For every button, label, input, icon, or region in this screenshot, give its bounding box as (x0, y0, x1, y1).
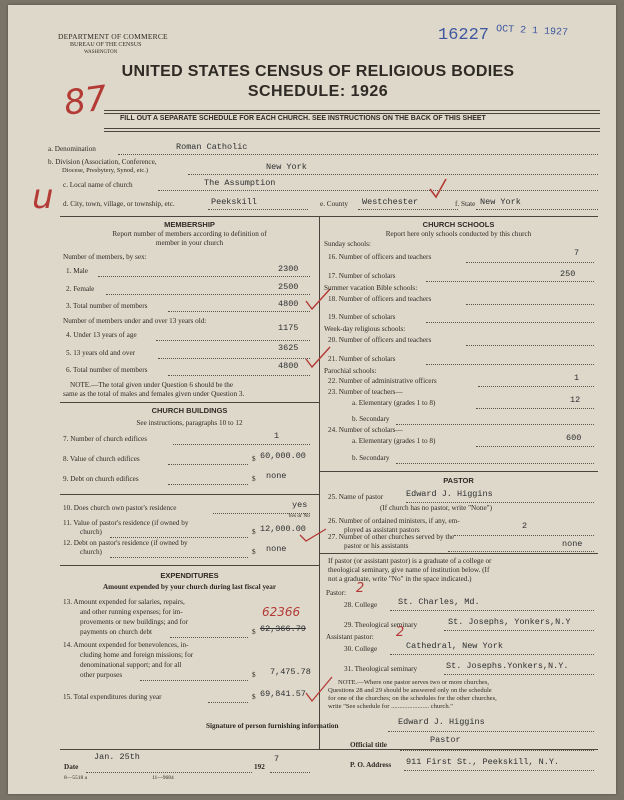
signature-label: Signature of person furnishing information (206, 722, 339, 730)
q1-label: 1. Male (66, 267, 88, 275)
pastor-note-2: Questions 28 and 29 should be answered only on the schedule (328, 687, 492, 694)
assistant-pastor-label: Assistant pastor: (326, 633, 374, 641)
local-name-value: The Assumption (204, 178, 276, 188)
pastor-note-3: for one of the churches; on the schedules for the other churches, (328, 695, 497, 702)
members-by-sex-label: Number of members, by sex: (63, 253, 147, 261)
q4-value: 1175 (278, 323, 299, 333)
q13-label: 13. Amount expended for salaries, repairs, (63, 598, 185, 606)
year-value: 7 (274, 754, 280, 764)
q7-value: 1 (274, 431, 280, 441)
denomination-value: Roman Catholic (176, 142, 248, 152)
red-check-mark (298, 525, 328, 545)
q15-value: 69,841.57 (260, 689, 306, 699)
q13-handwritten-value: 62366 (262, 605, 301, 619)
stamp-number: 16227 (438, 26, 490, 45)
dollar-sign: $ (252, 475, 256, 483)
q13-label-2: and other running expenses; for im- (80, 608, 183, 616)
schools-intro: Report here only schools conducted by this church (385, 230, 532, 238)
q10-label: 10. Does church own pastor's residence (63, 504, 177, 512)
q12-label: 12. Debt on pastor's residence (if owned by (63, 539, 188, 547)
dollar-sign: $ (252, 455, 256, 463)
q17-value: 250 (560, 269, 576, 279)
division-sublabel: Diocese, Presbytery, Synod, etc.) (62, 167, 149, 174)
q30-value: Cathedral, New York (406, 641, 503, 651)
form-code: 8—5518 a (64, 775, 88, 781)
pastor-heading: PASTOR (443, 476, 474, 485)
county-label: e. County (320, 200, 348, 208)
q14-label-4: other purposes (80, 671, 123, 679)
weekday-schools-label: Week-day religious schools: (324, 325, 406, 333)
sunday-schools-label: Sunday schools: (324, 240, 371, 248)
q20-label: 20. Number of officers and teachers (328, 336, 432, 344)
schools-heading: CHURCH SCHOOLS (422, 220, 495, 229)
q31-label: 31. Theological seminary (344, 665, 418, 673)
census-schedule-sheet (8, 5, 616, 794)
q10-value: yes (292, 500, 308, 510)
stamp-date: OCT 2 1 1927 (495, 24, 569, 39)
q17-label: 17. Number of scholars (328, 272, 396, 280)
handwritten-2: 2 (356, 581, 365, 596)
division-label: b. Division (Association, Conference, (48, 158, 157, 166)
q25-label: 25. Name of pastor (328, 493, 384, 501)
q9-label: 9. Debt on church edifices (63, 475, 139, 483)
q27-value: none (562, 539, 583, 549)
q12-label-2: church) (80, 548, 102, 556)
q31-value: St. Josephs.Yonkers,N.Y. (446, 661, 569, 671)
graduate-instructions-2: theological seminary, give name of institution below. (If (328, 566, 490, 574)
q21-label: 21. Number of scholars (328, 355, 396, 363)
q15-label: 15. Total expenditures during year (63, 693, 162, 701)
po-address-label: P. O. Address (350, 761, 392, 769)
q26-label-2: ployed as assistant pastors (344, 526, 420, 534)
graduate-instructions: If pastor (or assistant pastor) is a graduate of a college or (328, 557, 492, 565)
q23a-label: a. Elementary (grades 1 to 8) (352, 399, 436, 407)
q24-label: 24. Number of scholars— (328, 426, 403, 434)
official-title-value: Pastor (430, 735, 461, 745)
q28-label: 28. College (344, 601, 378, 609)
q14-label-3: denominational support; and for all (80, 661, 182, 669)
q14-value: 7,475.78 (270, 667, 311, 677)
division-value: New York (266, 162, 307, 172)
state-value: New York (480, 197, 521, 207)
q5-label: 5. 13 years old and over (66, 349, 136, 357)
q3-label: 3. Total number of members (66, 302, 148, 310)
q22-label: 22. Number of administrative officers (328, 377, 437, 385)
instructions-line: FILL OUT A SEPARATE SCHEDULE FOR EACH CHURCH. SEE INSTRUCTIONS ON THE BACK OF THIS SHEET (120, 115, 486, 122)
q11-value: 12,000.00 (260, 524, 306, 534)
membership-heading: MEMBERSHIP (164, 220, 215, 229)
handwritten-mark: u (32, 177, 54, 217)
q28-value: St. Charles, Md. (398, 597, 480, 607)
dollar-sign: $ (252, 628, 256, 636)
official-title-label: Official title (350, 741, 387, 749)
summer-schools-label: Summer vacation Bible schools: (324, 284, 418, 292)
q16-value: 7 (574, 248, 580, 258)
q24a-label: a. Elementary (grades 1 to 8) (352, 437, 436, 445)
dollar-sign: $ (252, 693, 256, 701)
q29-value: St. Josephs, Yonkers,N.Y (448, 617, 571, 627)
pastor-note-4: write "See schedule for ....................... church." (328, 703, 453, 710)
q19-label: 19. Number of scholars (328, 313, 396, 321)
q9-value: none (266, 471, 287, 481)
q26-value: 2 (522, 521, 528, 531)
q29-label: 29. Theological seminary (344, 621, 418, 629)
q25-note: (If church has no pastor, write "None") (380, 504, 492, 512)
city-label: d. City, town, village, or township, etc. (63, 200, 175, 208)
membership-intro-2: member in your church (155, 239, 224, 247)
date-value: Jan. 25th (94, 752, 140, 762)
date-label: Date (64, 763, 79, 771)
membership-note-2: same as the total of males and females given under Question 3. (63, 390, 245, 398)
q25-value: Edward J. Higgins (406, 489, 493, 499)
handwritten-number: 87 (61, 78, 110, 124)
pastor-label: Pastor: (326, 589, 346, 597)
q30-label: 30. College (344, 645, 378, 653)
q11-label-2: church) (80, 528, 102, 536)
department-name: DEPARTMENT OF COMMERCE (58, 32, 168, 41)
q23a-value: 12 (570, 395, 581, 405)
dollar-sign: $ (252, 671, 256, 679)
membership-intro: Report number of members according to definition of (112, 230, 267, 238)
q4-label: 4. Under 13 years of age (66, 331, 137, 339)
po-address-value: 911 First St., Peekskill, N.Y. (406, 757, 560, 767)
signature-value: Edward J. Higgins (398, 717, 485, 727)
q3-value: 4800 (278, 299, 299, 309)
buildings-instructions: See instructions, paragraphs 10 to 12 (136, 419, 243, 427)
handwritten-2: 2 (396, 625, 405, 640)
bureau-name: BUREAU OF THE CENSUS (70, 42, 142, 48)
state-label: f. State (455, 200, 476, 208)
q14-label: 14. Amount expended for benevolences, in- (63, 641, 189, 649)
q26-label: 26. Number of ordained ministers, if any, em- (328, 517, 460, 525)
print-code: 11—9684 (152, 775, 174, 781)
q2-label: 2. Female (66, 285, 95, 293)
q6-label: 6. Total number of members (66, 366, 148, 374)
denomination-label: a. Denomination (48, 145, 96, 153)
q5-value: 3625 (278, 343, 299, 353)
q8-value: 60,000.00 (260, 451, 306, 461)
expenditures-sub: Amount expended by your church during last fiscal year (102, 583, 277, 591)
q7-label: 7. Number of church edifices (63, 435, 148, 443)
q27-label: 27. Number of other churches served by the (328, 533, 455, 541)
q13-value: 62,366.79 (260, 624, 306, 634)
year-prefix: 192 (254, 763, 265, 771)
dollar-sign: $ (252, 548, 256, 556)
pastor-note: NOTE.—Where one pastor serves two or more churches, (338, 679, 490, 686)
q23b-label: b. Secondary (352, 415, 390, 423)
expenditures-heading: EXPENDITURES (160, 571, 219, 580)
yes-no-hint: Yes or No (288, 513, 311, 519)
q18-label: 18. Number of officers and teachers (328, 295, 432, 303)
q6-value: 4800 (278, 361, 299, 371)
graduate-instructions-3: not a graduate, write "No" in the space indicated.) (328, 575, 472, 583)
q8-label: 8. Value of church edifices (63, 455, 140, 463)
q23-label: 23. Number of teachers— (328, 388, 403, 396)
q13-label-4: payments on church debt (80, 628, 153, 636)
q1-value: 2300 (278, 264, 299, 274)
form-title: UNITED STATES CENSUS OF RELIGIOUS BODIES (121, 63, 515, 80)
local-name-label: c. Local name of church (63, 181, 133, 189)
q22-value: 1 (574, 373, 580, 383)
red-check-mark (428, 177, 448, 201)
q27-label-2: pastor or his assistants (344, 542, 409, 550)
q14-label-2: cluding home and foreign missions; for (80, 651, 194, 659)
schedule-title: SCHEDULE: 1926 (247, 83, 389, 100)
city-name: WASHINGTON (84, 50, 118, 55)
q24b-label: b. Secondary (352, 454, 390, 462)
q13-label-3: provements or new buildings; and for (80, 618, 188, 626)
dollar-sign: $ (252, 528, 256, 536)
county-value: Westchester (362, 197, 419, 207)
q11-label: 11. Value of pastor's residence (if owned by (63, 519, 189, 527)
parochial-schools-label: Parochial schools: (324, 367, 377, 375)
q12-value: none (266, 544, 287, 554)
q16-label: 16. Number of officers and teachers (328, 253, 432, 261)
buildings-heading: CHURCH BUILDINGS (151, 406, 228, 415)
q2-value: 2500 (278, 282, 299, 292)
membership-note: NOTE.—The total given under Question 6 should be the (70, 381, 234, 389)
members-by-age-label: Number of members under and over 13 years old: (63, 317, 207, 325)
q24a-value: 600 (566, 433, 582, 443)
city-value: Peekskill (211, 197, 257, 207)
